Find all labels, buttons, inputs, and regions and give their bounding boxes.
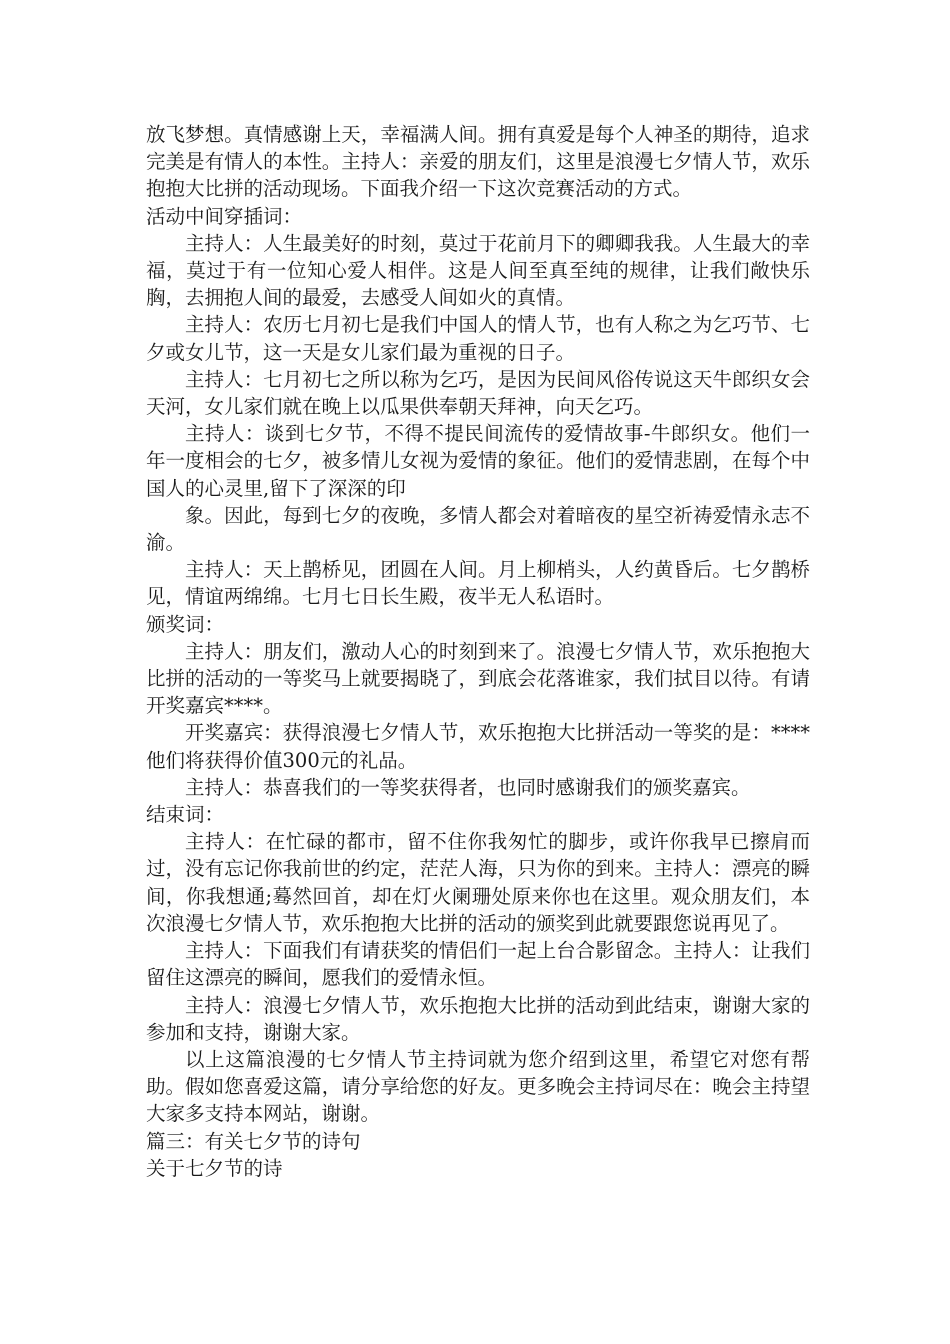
paragraph: 开奖嘉宾：获得浪漫七夕情人节，欢乐抱抱大比拼活动一等奖的是：****他们将获得价值300元的礼品。 (146, 721, 810, 772)
paragraph: 主持人：谈到七夕节，不得不提民间流传的爱情故事-牛郎织女。他们一年一度相会的七夕，被多情儿女视为爱情的象征。他们的爱情悲剧，在每个中国人的心灵里,留下了深深的印 (146, 422, 810, 500)
paragraph: 主持人：恭喜我们的一等奖获得者，也同时感谢我们的颁奖嘉宾。 (185, 775, 751, 799)
section-heading-award: 颁奖词： (146, 612, 225, 636)
paragraph: 象。因此，每到七夕的夜晚，多情人都会对着暗夜的星空祈祷爱情永志不渝。 (146, 503, 810, 555)
chapter-heading-part-three: 篇三：有关七夕节的诗句 (146, 1129, 361, 1153)
paragraph: 主持人：朋友们，激动人心的时刻到来了。浪漫七夕情人节，欢乐抱抱大比拼的活动的一等奖马上就要揭晓了，到底会花落谁家，我们拭目以待。有请开奖嘉宾****。 (146, 639, 810, 718)
paragraph: 主持人：浪漫七夕情人节，欢乐抱抱大比拼的活动到此结束，谢谢大家的参加和支持，谢谢大家。 (146, 993, 810, 1044)
paragraph: 主持人：人生最美好的时刻，莫过于花前月下的卿卿我我。人生最大的幸福，莫过于有一位知心爱人相伴。这是人间至真至纯的规律，让我们敞快乐胸，去拥抱人间的最爱，去感受人间如火的真情。 (146, 231, 810, 310)
paragraph-intro: 放飞梦想。真情感谢上天，幸福满人间。拥有真爱是每个人神圣的期待，追求完美是有情人的本性。主持人：亲爱的朋友们，这里是浪漫七夕情人节，欢乐抱抱大比拼的活动现场。下面我介绍一下这次竞赛活动的方式。 (146, 123, 810, 201)
paragraph: 主持人：七月初七之所以称为乞巧，是因为民间风俗传说这天牛郎织女会天河，女儿家们就在晚上以瓜果供奉朝天拜神，向天乞巧。 (146, 367, 810, 419)
paragraph: 以上这篇浪漫的七夕情人节主持词就为您介绍到这里，希望它对您有帮助。假如您喜爱这篇，请分享给您的好友。更多晚会主持词尽在：晚会主持望大家多支持本网站，谢谢。 (146, 1047, 810, 1126)
paragraph: 主持人：下面我们有请获奖的情侣们一起上台合影留念。主持人：让我们留住这漂亮的瞬间，愿我们的爱情永恒。 (146, 939, 810, 990)
paragraph: 主持人：天上鹊桥见，团圆在人间。月上柳梢头，人约黄昏后。七夕鹊桥见，情谊两绵绵。七月七日长生殿，夜半无人私语时。 (146, 558, 810, 609)
subheading-poems: 关于七夕节的诗 (146, 1156, 283, 1180)
paragraph: 主持人：在忙碌的都市，留不住你我匆忙的脚步，或许你我早已擦肩而过，没有忘记你我前世的约定，茫茫人海，只为你的到来。主持人：漂亮的瞬间，你我想通;蓦然回首，却在灯火阑珊处原来你也在这里。观众朋友们，本次浪漫七夕情人节，欢乐抱抱大比拼的活动的颁奖到此就要跟您说再见了。 (146, 830, 810, 935)
document-body (146, 121, 810, 1182)
section-heading-interlude: 活动中间穿插词： (146, 204, 303, 228)
section-heading-closing: 结束词： (146, 803, 225, 827)
paragraph: 主持人：农历七月初七是我们中国人的情人节，也有人称之为乞巧节、七夕或女儿节，这一天是女儿家们最为重视的日子。 (146, 313, 810, 364)
